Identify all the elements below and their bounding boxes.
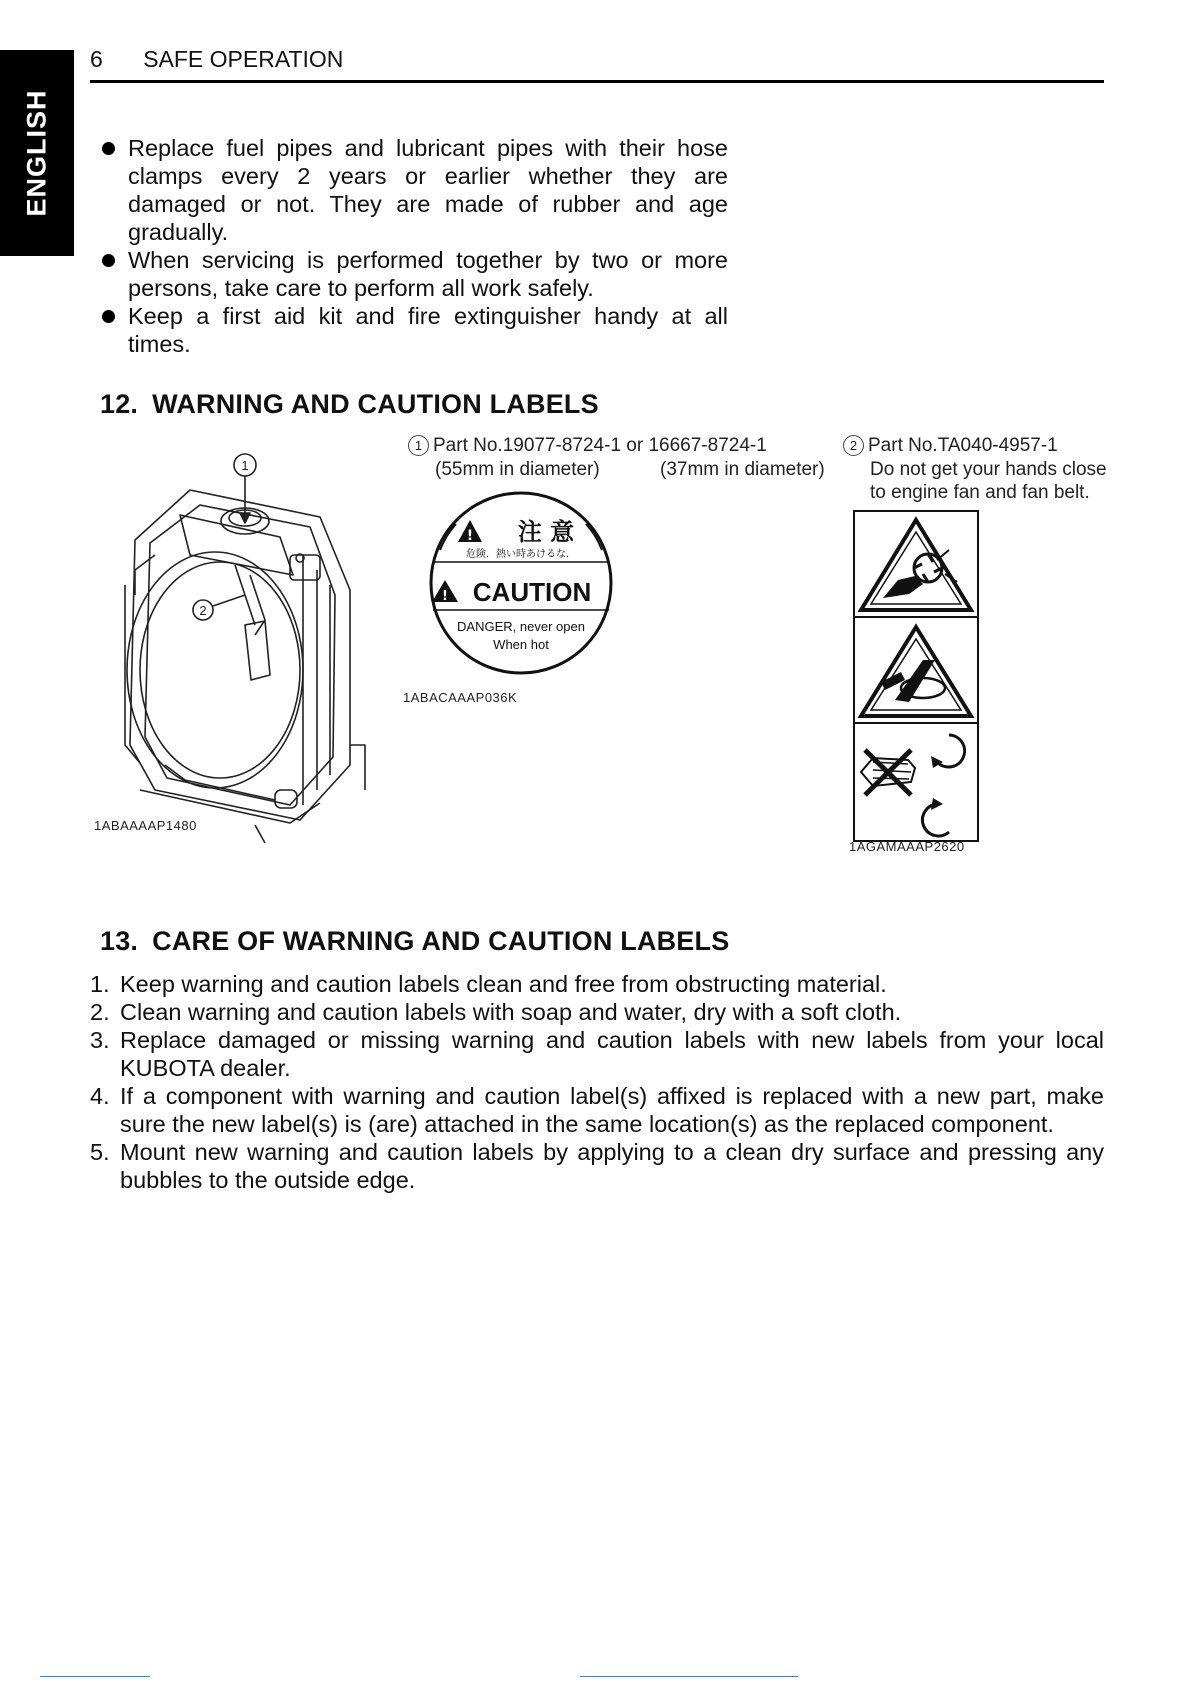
fan-warning-graphic [853, 510, 979, 842]
label2-desc-line2: to engine fan and fan belt. [870, 482, 1090, 503]
svg-text:!: ! [466, 528, 474, 544]
safety-bullet-list [102, 134, 728, 358]
care-step-text: Mount new warning and caution labels by applying to a clean dry surface and pressing any bubbles to the outside edge. [120, 1139, 1104, 1193]
care-step [90, 1138, 1104, 1194]
caution-jp-text: 危険．熱い時あけるな． [466, 549, 576, 560]
label2-code: 1AGAMAAAP2620 [849, 839, 965, 854]
caution-danger-line2: When hot [493, 637, 549, 652]
section-12-number: 12. [100, 389, 139, 419]
section-13-heading [100, 926, 729, 957]
section-title: SAFE OPERATION [143, 46, 344, 72]
label1-size-a: (55mm in diameter) [435, 459, 600, 480]
care-step [90, 998, 1104, 1026]
label2-part-line [843, 434, 1058, 457]
caution-danger-line1: DANGER, never open [457, 619, 585, 634]
care-steps-list [90, 970, 1104, 1194]
radiator-callout-1: 1 [241, 458, 249, 473]
label2-part-no: Part No.TA040-4957-1 [868, 435, 1058, 456]
bullet-item: Replace fuel pipes and lubricant pipes with their hose clamps every 2 years or earlier whether they are damaged or not. They are made of rubber and age gradually. [102, 134, 728, 246]
care-step-number: 2. [90, 999, 110, 1025]
care-step [90, 1082, 1104, 1138]
footer-link-line-right[interactable] [580, 1676, 798, 1677]
radiator-figure [95, 445, 385, 845]
care-step-number: 4. [90, 1083, 110, 1109]
section-12-heading [100, 389, 599, 420]
svg-text:!: ! [442, 589, 448, 604]
language-tab [0, 50, 74, 256]
section-13-title: CARE OF WARNING AND CAUTION LABELS [152, 926, 730, 956]
fan-warning-label [853, 510, 979, 842]
care-step-text: Keep warning and caution labels clean and free from obstructing material. [120, 971, 887, 997]
label2-marker: 2 [843, 435, 864, 456]
section-12-title: WARNING AND CAUTION LABELS [152, 389, 599, 419]
caution-sticker [428, 490, 614, 676]
label1-marker: 1 [408, 435, 429, 456]
care-step-number: 5. [90, 1139, 110, 1165]
care-step [90, 970, 1104, 998]
care-step-number: 1. [90, 971, 110, 997]
bullet-item: When servicing is performed together by two or more persons, take care to perform all work safely. [102, 246, 728, 302]
section-13-number: 13. [100, 926, 139, 956]
label1-size-b: (37mm in diameter) [660, 459, 825, 480]
care-step-text: If a component with warning and caution label(s) affixed is replaced with a new part, make sure the new label(s) is (are) attached in the same location(s) as the replaced component. [120, 1083, 1104, 1137]
radiator-drawing [95, 445, 385, 845]
care-step-number: 3. [90, 1027, 110, 1053]
header-rule [90, 80, 1104, 83]
language-tab-label: ENGLISH [21, 89, 52, 217]
label1-part-no: Part No.19077-8724-1 or 16667-8724-1 [433, 435, 767, 456]
care-step-text: Clean warning and caution labels with soap and water, dry with a soft cloth. [120, 999, 902, 1025]
radiator-callout-2: 2 [199, 603, 207, 618]
radiator-figure-code: 1ABAAAAP1480 [94, 818, 197, 833]
care-step-text: Replace damaged or missing warning and caution labels with new labels from your local KUBOTA dealer. [120, 1027, 1104, 1081]
caution-sticker-graphic [428, 490, 614, 676]
page-number: 6 [90, 46, 103, 72]
label1-part-line [408, 434, 767, 457]
caution-word: CAUTION [472, 577, 592, 607]
label1-code: 1ABACAAAP036K [403, 690, 518, 705]
bullet-item: Keep a first aid kit and fire extinguisher handy at all times. [102, 302, 728, 358]
page-header [90, 46, 343, 73]
caution-jp-title: 注 意 [517, 518, 575, 546]
care-step [90, 1026, 1104, 1082]
label2-desc-line1: Do not get your hands close [870, 459, 1107, 480]
footer-link-line-left[interactable] [40, 1676, 150, 1677]
